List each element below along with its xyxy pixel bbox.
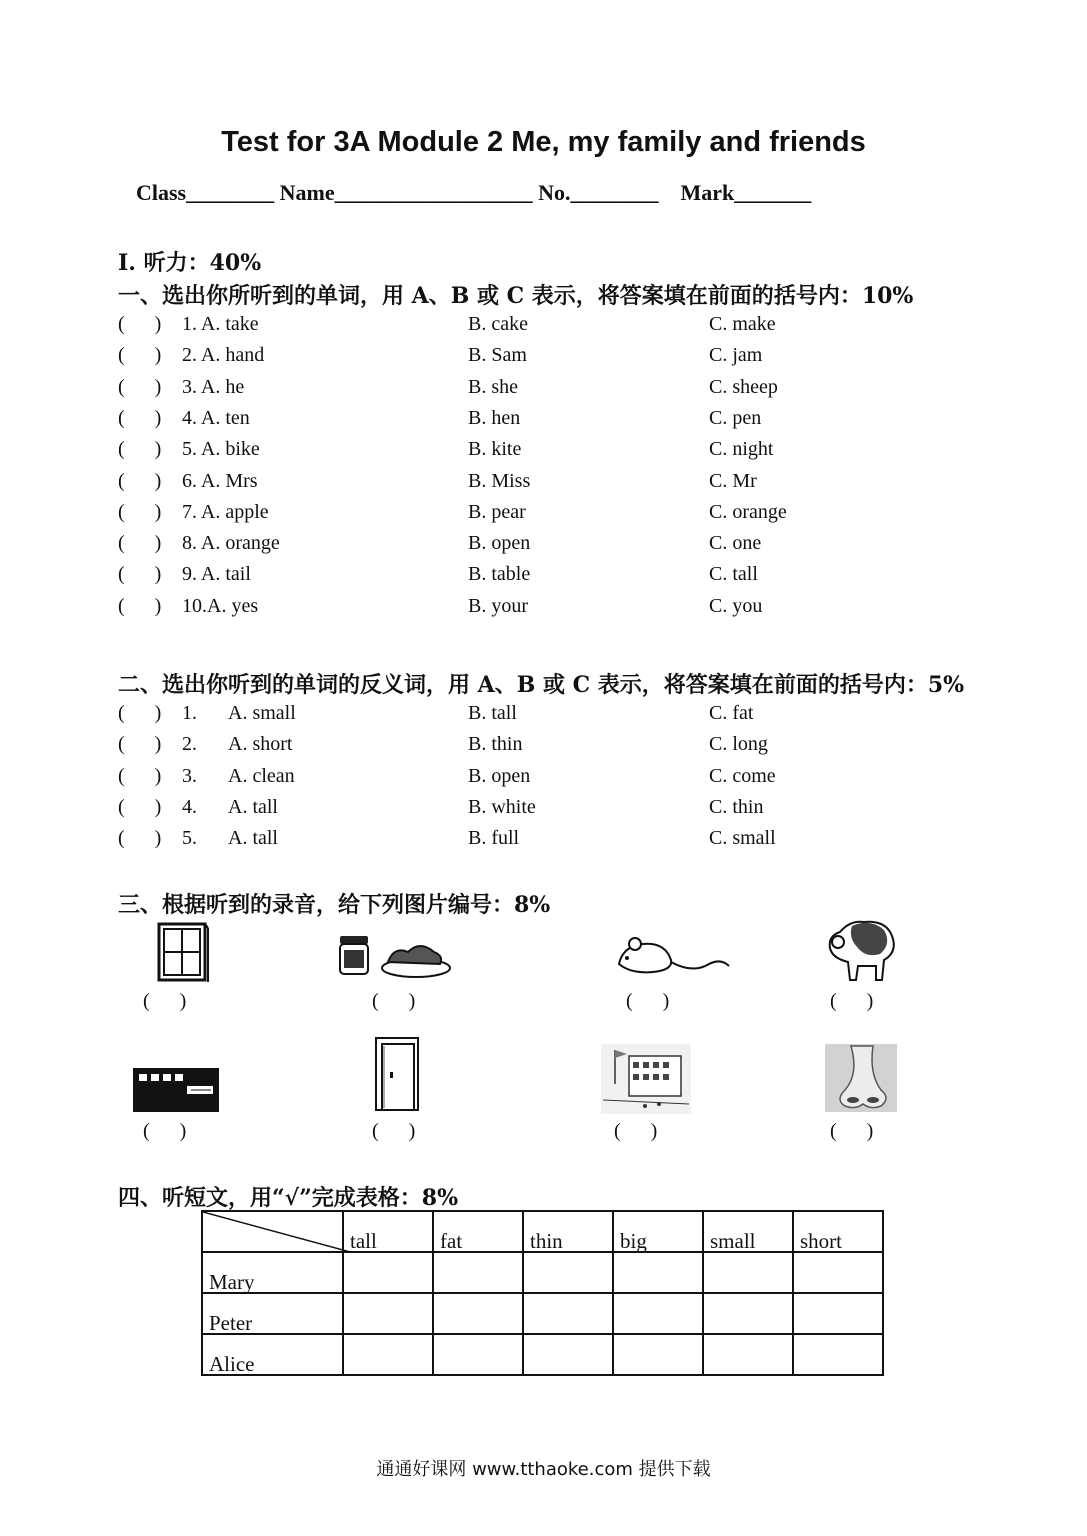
row-label: Mary: [202, 1252, 343, 1293]
option-b: B. pear: [468, 500, 526, 523]
answer-parentheses[interactable]: ( ): [118, 733, 162, 756]
mouse-icon: [613, 934, 731, 980]
answer-parentheses[interactable]: ( ): [118, 438, 162, 461]
part1-heading: 一、选出你所听到的单词，用 A、B 或 C 表示，将答案填在前面的括号内：10%: [118, 283, 914, 309]
option-a: 10.A. yes: [182, 594, 259, 617]
diagonal-line: [203, 1212, 354, 1253]
question-row: [118, 595, 1018, 621]
check-cell[interactable]: [433, 1334, 523, 1375]
answer-parentheses[interactable]: ( ): [118, 594, 162, 617]
column-header: short: [793, 1211, 883, 1252]
answer-parentheses[interactable]: ( ): [118, 500, 162, 523]
option-b: B. white: [468, 795, 536, 818]
answer-parentheses[interactable]: ( ): [118, 469, 162, 492]
option-b: B. full: [468, 827, 520, 850]
part3-heading: 三、根据听到的录音，给下列图片编号：8%: [118, 892, 551, 918]
option-b: B. tall: [468, 702, 517, 724]
question-row: [118, 796, 1018, 822]
option-c: C. pen: [709, 406, 762, 429]
option-c: C. orange: [709, 500, 787, 523]
option-c: C. tall: [709, 563, 758, 586]
jam-bread-icon: [336, 928, 454, 980]
option-b: B. Miss: [468, 469, 531, 492]
picture-4-answer-blank[interactable]: ( ): [830, 990, 874, 1012]
answer-parentheses[interactable]: ( ): [118, 532, 162, 555]
question-number: 1.: [182, 702, 197, 724]
check-cell[interactable]: [343, 1293, 433, 1334]
option-a: A. tall: [228, 795, 278, 818]
option-a: 2. A. hand: [182, 344, 265, 367]
option-b: B. cake: [468, 313, 528, 335]
answer-parentheses[interactable]: ( ): [118, 344, 162, 367]
question-row: [118, 827, 1018, 853]
question-number: 4.: [182, 795, 197, 818]
option-c: C. Mr: [709, 469, 757, 492]
question-row: [118, 470, 1018, 496]
check-cell[interactable]: [523, 1252, 613, 1293]
question-row: [118, 563, 1018, 589]
column-header: tall: [343, 1211, 433, 1252]
option-a: 9. A. tail: [182, 563, 251, 586]
question-row: [118, 344, 1018, 370]
table-row: [202, 1334, 883, 1375]
door-icon: [374, 1036, 422, 1112]
answer-parentheses[interactable]: ( ): [118, 406, 162, 429]
question-row: [118, 376, 1018, 402]
check-cell[interactable]: [343, 1334, 433, 1375]
table-header-row: [202, 1211, 883, 1252]
question-row: [118, 438, 1018, 464]
page-title: Test for 3A Module 2 Me, my family and friends: [221, 126, 866, 158]
option-a: A. clean: [228, 764, 295, 787]
part2-heading: 二、选出你听到的单词的反义词，用 A、B 或 C 表示，将答案填在前面的括号内：5%: [118, 672, 965, 698]
question-row: [118, 733, 1018, 759]
footer-credit: 通通好课网 www.tthaoke.com 提供下载: [376, 1459, 711, 1480]
answer-parentheses[interactable]: ( ): [118, 313, 162, 335]
question-number: 5.: [182, 827, 197, 850]
student-info-line: Class________ Name__________________ No.________ Mark_______: [136, 180, 812, 205]
table-row: [202, 1293, 883, 1334]
column-header: thin: [523, 1211, 613, 1252]
option-c: C. come: [709, 764, 776, 787]
column-header: fat: [433, 1211, 523, 1252]
check-cell[interactable]: [613, 1252, 703, 1293]
row-label: Peter: [202, 1293, 343, 1334]
check-cell[interactable]: [523, 1334, 613, 1375]
check-cell[interactable]: [793, 1334, 883, 1375]
option-c: C. sheep: [709, 375, 778, 398]
diagonal-header-cell: [202, 1211, 343, 1252]
option-c: C. long: [709, 733, 768, 756]
column-header: big: [613, 1211, 703, 1252]
picture-6-answer-blank[interactable]: ( ): [372, 1120, 416, 1142]
answer-parentheses[interactable]: ( ): [118, 827, 162, 850]
question-row: [118, 532, 1018, 558]
option-b: B. hen: [468, 406, 521, 429]
picture-1-answer-blank[interactable]: ( ): [143, 990, 187, 1012]
answer-parentheses[interactable]: ( ): [118, 764, 162, 787]
check-cell[interactable]: [613, 1293, 703, 1334]
option-a: 5. A. bike: [182, 438, 260, 461]
check-cell[interactable]: [613, 1334, 703, 1375]
part4-heading: 四、听短文，用“√”完成表格：8%: [118, 1185, 458, 1211]
question-row: [118, 702, 1018, 728]
option-a: A. short: [228, 733, 293, 756]
answer-parentheses[interactable]: ( ): [118, 563, 162, 586]
option-a: 6. A. Mrs: [182, 469, 258, 492]
question-row: [118, 313, 1018, 339]
blackboard-icon: [131, 1062, 223, 1114]
table-row: [202, 1252, 883, 1293]
option-a: 7. A. apple: [182, 500, 269, 523]
option-a: A. small: [228, 702, 296, 724]
check-cell[interactable]: [703, 1293, 793, 1334]
nose-icon: [825, 1044, 897, 1112]
option-c: C. night: [709, 438, 774, 461]
answer-parentheses[interactable]: ( ): [118, 702, 162, 724]
picture-2-answer-blank[interactable]: ( ): [372, 990, 416, 1012]
option-c: C. one: [709, 532, 762, 555]
question-row: [118, 407, 1018, 433]
picture-8-answer-blank[interactable]: ( ): [830, 1120, 874, 1142]
check-cell[interactable]: [793, 1293, 883, 1334]
window-icon: [157, 922, 209, 984]
option-c: C. thin: [709, 795, 764, 818]
picture-5-answer-blank[interactable]: ( ): [143, 1120, 187, 1142]
answer-parentheses[interactable]: ( ): [118, 795, 162, 818]
option-c: C. fat: [709, 702, 754, 724]
picture-3-answer-blank[interactable]: ( ): [626, 990, 670, 1012]
lion-icon: [826, 918, 900, 984]
section-listening-heading: I. 听力：40%: [118, 250, 262, 276]
check-cell[interactable]: [343, 1252, 433, 1293]
column-header: small: [703, 1211, 793, 1252]
option-b: B. open: [468, 764, 531, 787]
check-cell[interactable]: [703, 1334, 793, 1375]
answer-parentheses[interactable]: ( ): [118, 375, 162, 398]
option-c: C. small: [709, 827, 776, 850]
question-number: 2.: [182, 733, 197, 756]
question-row: [118, 765, 1018, 791]
question-row: [118, 501, 1018, 527]
option-a: 8. A. orange: [182, 532, 280, 555]
check-cell[interactable]: [523, 1293, 613, 1334]
option-a: 3. A. he: [182, 375, 245, 398]
check-cell[interactable]: [433, 1293, 523, 1334]
check-cell[interactable]: [703, 1252, 793, 1293]
school-icon: [601, 1044, 691, 1114]
question-number: 3.: [182, 764, 197, 787]
option-b: B. your: [468, 594, 528, 617]
option-a: 4. A. ten: [182, 406, 250, 429]
answer-table: [201, 1210, 884, 1376]
option-b: B. she: [468, 375, 518, 398]
option-b: B. Sam: [468, 344, 527, 367]
option-a: 1. A. take: [182, 313, 259, 335]
option-b: B. thin: [468, 733, 523, 756]
option-c: C. make: [709, 313, 776, 335]
option-c: C. jam: [709, 344, 763, 367]
picture-7-answer-blank[interactable]: ( ): [614, 1120, 658, 1142]
row-label: Alice: [202, 1334, 343, 1375]
option-a: A. tall: [228, 827, 278, 850]
option-b: B. table: [468, 563, 531, 586]
option-b: B. open: [468, 532, 531, 555]
check-cell[interactable]: [793, 1252, 883, 1293]
option-c: C. you: [709, 594, 763, 617]
option-b: B. kite: [468, 438, 522, 461]
check-cell[interactable]: [433, 1252, 523, 1293]
